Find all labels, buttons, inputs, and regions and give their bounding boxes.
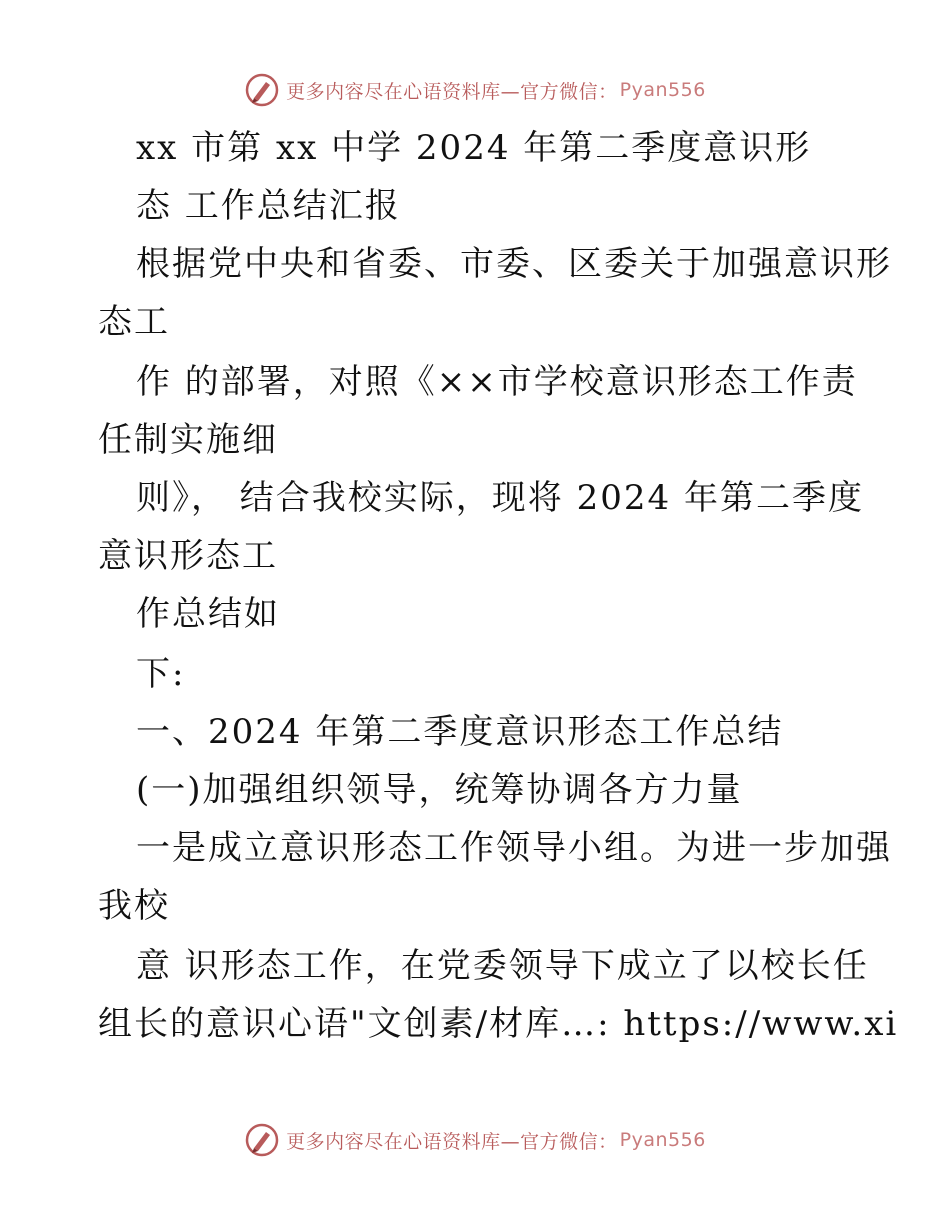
section-heading: 一、2024 年第二季度意识形态工作总结 — [136, 712, 784, 752]
watermark-wechat: Pyan556 — [619, 1129, 706, 1151]
paragraph-line: 意 识形态工作，在党委领导下成立了以校长任 — [136, 946, 869, 986]
paragraph-line: 则》， 结合我校实际，现将 2024 年第二季度 — [136, 478, 864, 518]
watermark-text: 更多内容尽在心语资料库—官方微信： — [286, 1130, 618, 1153]
paragraph-line: 下: — [136, 654, 186, 694]
paragraph-line: 根据党中央和省委、市委、区委关于加强意识形 — [136, 244, 892, 284]
paragraph-line: 我校 — [98, 886, 170, 926]
paragraph-line: 态工 — [98, 302, 170, 342]
paragraph-line: 作总结如 — [136, 594, 280, 634]
watermark-text: 更多内容尽在心语资料库—官方微信： — [286, 80, 618, 103]
pen-logo-icon — [244, 1122, 280, 1158]
title-line-1: xx 市第 xx 中学 2024 年第二季度意识形 — [136, 128, 812, 168]
watermark-wechat: Pyan556 — [619, 79, 706, 101]
paragraph-line: 作 的部署，对照《××市学校意识形态工作责 — [136, 362, 858, 402]
subsection-heading: (一)加强组织领导，统筹协调各方力量 — [136, 770, 743, 810]
paragraph-line: 任制实施细 — [98, 420, 278, 460]
paragraph-line: 意识形态工 — [98, 536, 278, 576]
paragraph-line: 一是成立意识形态工作领导小组。为进一步加强 — [136, 828, 892, 868]
footer-watermark — [0, 1120, 950, 1160]
title-line-2: 态 工作总结汇报 — [136, 186, 401, 226]
paragraph-line: 组长的意识心语"文创素/材库…: https://www.xi — [98, 1004, 899, 1044]
